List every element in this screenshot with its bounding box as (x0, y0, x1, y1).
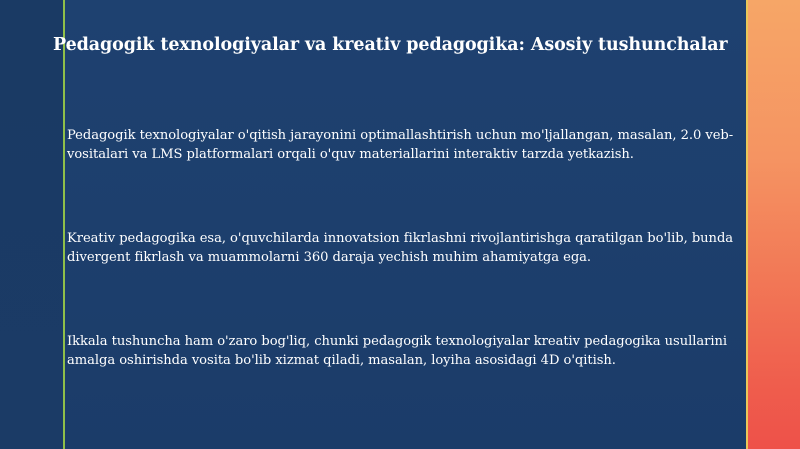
slide-title: Pedagogik texnologiyalar va kreativ pedagogika: Asosiy tushunchalar (53, 35, 728, 55)
paragraph-relationship: Ikkala tushuncha ham o'zaro bog'liq, chunki pedagogik texnologiyalar kreativ pedagogika usullarini amalga oshirishda vosita bo'lib xizmat qiladi, masalan, loyiha asosidagi 4D o'qitish. (67, 334, 727, 368)
green-divider-line (63, 0, 65, 449)
paragraph-pedagogical-technologies: Pedagogik texnologiyalar o'qitish jarayonini optimallashtirish uchun mo'ljallangan, masalan, 2.0 veb-vositalari va LMS platformalari orqali o'quv materiallarini interaktiv tarzda yetkazish. (67, 128, 734, 162)
left-decorative-band (0, 0, 63, 449)
paragraph-creative-pedagogy: Kreativ pedagogika esa, o'quvchilarda innovatsion fikrlashni rivojlantirishga qaratilgan bo'lib, bunda divergent fikrlash va muammolarni 360 daraja yechish muhim ahamiyatga ega. (67, 231, 734, 265)
right-gradient-band (748, 0, 800, 449)
